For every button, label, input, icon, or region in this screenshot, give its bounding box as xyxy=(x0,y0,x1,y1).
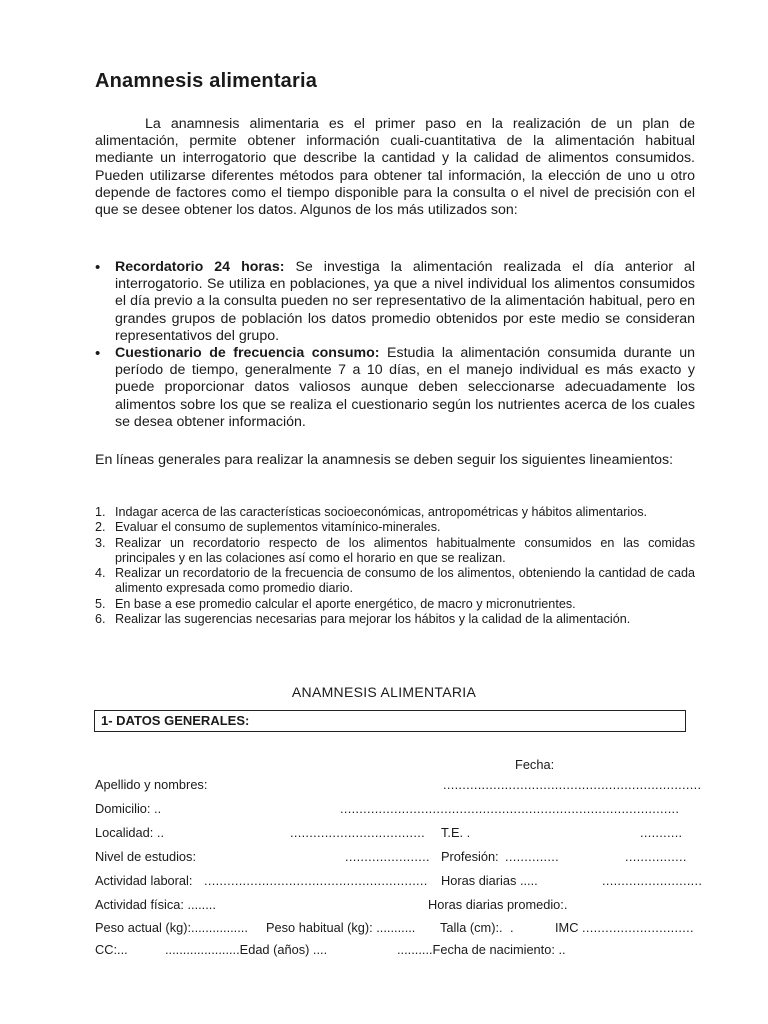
fecha-label: Fecha: xyxy=(515,757,555,772)
guideline-text: Realizar un recordatorio de la frecuencia de consumo de los alimentos, obteniendo la cantidad de cada alimento expresada como promedio diario. xyxy=(115,566,695,596)
guidelines-list xyxy=(95,505,695,627)
guideline-number: 6. xyxy=(95,612,106,627)
nivel-estudios-field[interactable]: ...................... xyxy=(345,849,430,864)
section-title: 1- DATOS GENERALES: xyxy=(101,713,250,728)
actividad-laboral-label: Actividad laboral: xyxy=(95,873,193,888)
guideline-number: 4. xyxy=(95,566,106,581)
method-description: Se investiga la alimentación realizada el día anterior al interrogatorio. Se utiliza en poblaciones, ya que a nivel individual los alimentos consumidos el día previo a la consulta pueden no ser representativo de la alimentación habitual, pero en grandes grupos de población los datos promedio obtenidos por este medio se consideran representativos del grupo. xyxy=(115,259,695,344)
guideline-number: 1. xyxy=(95,505,106,519)
cc-label: CC:... xyxy=(95,942,128,957)
section-header-box xyxy=(94,710,686,732)
guideline-number: 2. xyxy=(95,520,106,535)
fecha-nacimiento-label: ..........Fecha de nacimiento: .. xyxy=(397,942,566,957)
talla-field[interactable]: . xyxy=(510,920,514,935)
guideline-text: En base a ese promedio calcular el aporte energético, de macro y micronutrientes. xyxy=(115,596,576,611)
talla-label: Talla (cm):. xyxy=(440,920,503,935)
guideline-number: 3. xyxy=(95,535,106,550)
profesion-label: Profesión: xyxy=(441,849,499,864)
imc-field[interactable]: ............................. xyxy=(582,920,694,935)
guideline-item xyxy=(95,520,695,535)
telefono-label: T.E. . xyxy=(441,825,471,840)
profesion-field-extra[interactable]: ................ xyxy=(625,849,687,864)
domicilio-label: Domicilio: .. xyxy=(95,801,162,816)
horas-diarias-label: Horas diarias ..... xyxy=(441,873,538,888)
horas-diarias-field[interactable]: .......................... xyxy=(602,873,703,888)
guidelines-intro: En líneas generales para realizar la anamnesis se deben seguir los siguientes lineamientos: xyxy=(95,452,674,468)
methods-list xyxy=(95,259,695,431)
apellido-label: Apellido y nombres: xyxy=(95,777,208,792)
actividad-fisica-label: Actividad física: ........ xyxy=(95,897,216,912)
intro-paragraph: La anamnesis alimentaria es el primer paso en la realización de un plan de alimentación, permite obtener información cuali-cuantitativa de la alimentación habitual mediante un interrogatorio que describe la cantidad y la calidad de alimentos consumidos. Pueden utilizarse diferentes métodos para obtener tal información, la elección de uno u otro depende de factores como el tiempo disponible para la consulta o el nivel de precisión con el que se desee obtener los datos. Algunos de los más utilizados son: xyxy=(95,116,695,219)
method-item xyxy=(95,345,695,431)
localidad-field[interactable]: ................................... xyxy=(290,825,425,840)
horas-promedio-label: Horas diarias promedio:. xyxy=(428,897,568,912)
peso-habitual-label: Peso habitual (kg): ........... xyxy=(266,920,416,935)
imc-label: IMC xyxy=(555,920,579,935)
guideline-item xyxy=(95,505,695,520)
guideline-item xyxy=(95,612,695,627)
telefono-field[interactable]: ........... xyxy=(640,825,683,840)
guideline-item xyxy=(95,536,695,567)
method-term: Cuestionario de frecuencia consumo: xyxy=(115,345,380,362)
edad-label: .....................Edad (años) .... xyxy=(165,942,328,957)
actividad-laboral-field[interactable]: .......................................................... xyxy=(204,873,428,888)
method-term: Recordatorio 24 horas: xyxy=(115,259,285,275)
guideline-text: Indagar acerca de las características socioeconómicas, antropométricas y hábitos alimentarios. xyxy=(115,505,647,519)
guideline-text: Realizar un recordatorio respecto de los alimentos habitualmente consumidos en las comidas principales y en las colaciones así como el horario en que se realizan. xyxy=(115,535,695,565)
domicilio-field[interactable]: ........................................................................................ xyxy=(340,801,680,816)
guideline-number: 5. xyxy=(95,596,106,611)
nivel-estudios-label: Nivel de estudios: xyxy=(95,849,197,864)
peso-actual-label: Peso actual (kg):................ xyxy=(95,920,248,935)
guideline-item xyxy=(95,566,695,597)
localidad-label: Localidad: .. xyxy=(95,825,165,840)
method-item xyxy=(95,259,695,345)
guideline-item xyxy=(95,597,695,612)
profesion-field[interactable]: .............. xyxy=(505,849,559,864)
guideline-text: Realizar las sugerencias necesarias para mejorar los hábitos y la calidad de la alimentación. xyxy=(115,612,631,627)
apellido-field[interactable]: ................................................................... xyxy=(443,777,702,792)
page-title: Anamnesis alimentaria xyxy=(95,70,318,92)
form-title: ANAMNESIS ALIMENTARIA xyxy=(291,684,477,700)
guideline-text: Evaluar el consumo de suplementos vitamínico-minerales. xyxy=(115,520,441,535)
method-description: Estudia la alimentación consumida durante un período de tiempo, generalmente 7 a 10 días, en el manejo individual es más exacto y puede proporcionar datos valiosos aunque deben seleccionarse adecuadamente los alimentos sobre los que se realiza el cuestionario según los nutrientes acerca de los cuales se desea obtener información. xyxy=(115,345,695,430)
